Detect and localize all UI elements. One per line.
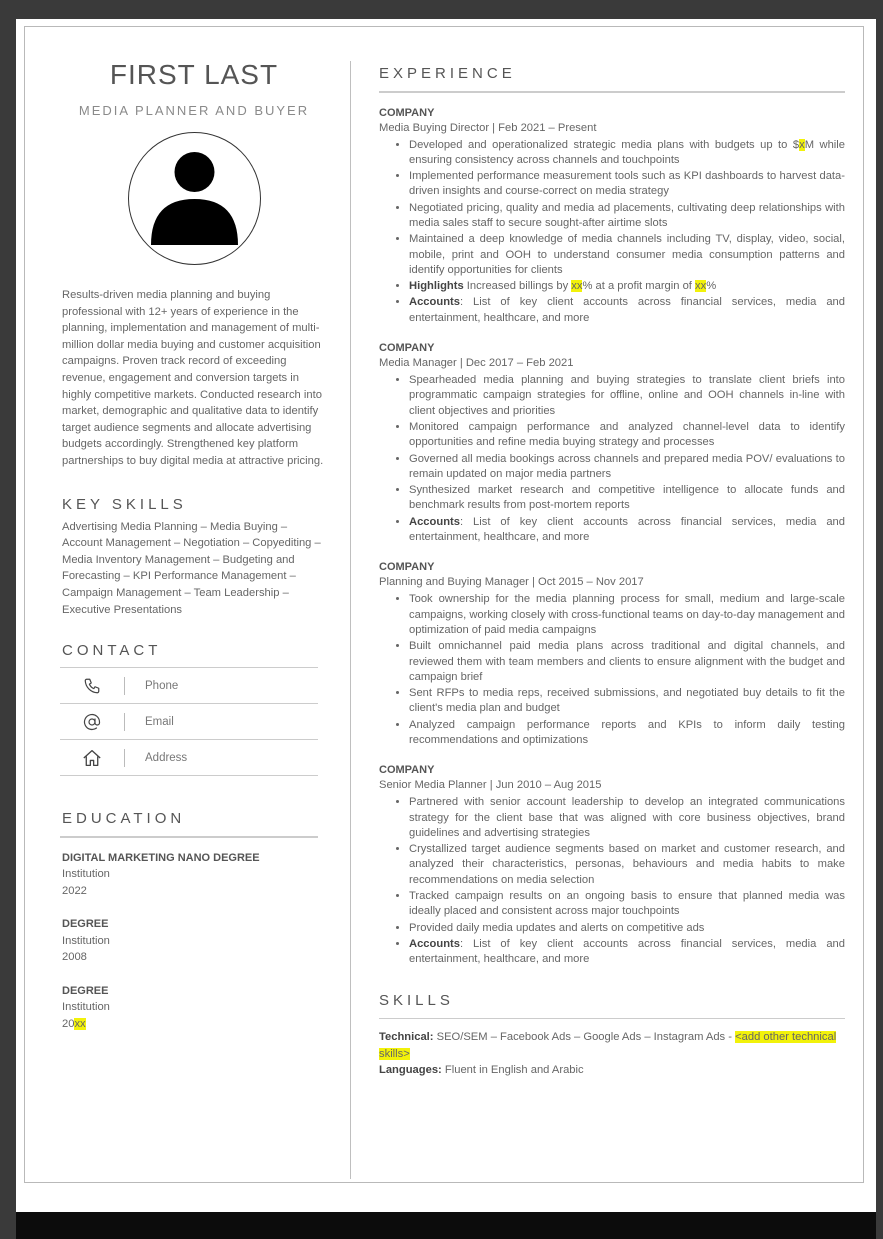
education-institution: Institution <box>62 934 110 947</box>
placeholder-highlight: xx <box>695 280 707 293</box>
resume-page <box>16 19 876 1212</box>
bullet-text: Increased billings by <box>463 280 572 293</box>
candidate-role: MEDIA PLANNER AND BUYER <box>78 103 310 118</box>
bullet-label: Accounts <box>409 515 460 528</box>
job-bullet: • Sent RFPs to media reps, received submissions, and negotiated buy details to fit the client's media plan and budget <box>409 686 845 717</box>
contact-separator <box>124 749 125 767</box>
placeholder-highlight: xx <box>571 280 583 293</box>
skills-block <box>379 1029 845 1079</box>
education-degree: DIGITAL MARKETING NANO DEGREE <box>62 851 260 864</box>
job-company: COMPANY <box>379 106 435 119</box>
job-bullets <box>379 592 845 748</box>
skills-rule <box>379 1018 845 1020</box>
languages-label: Languages: <box>379 1064 442 1077</box>
at-icon <box>60 713 124 731</box>
technical-placeholder-highlight: <add other technical skills> <box>379 1031 837 1060</box>
job-bullet <box>409 515 845 546</box>
experience-rule <box>379 91 845 93</box>
contact-address-row <box>60 740 318 776</box>
candidate-name: FIRST LAST <box>109 59 279 90</box>
job-title: Senior Media Planner | Jun 2010 – Aug 2015 <box>379 779 602 792</box>
contact-heading: CONTACT <box>62 642 162 660</box>
education-degree: DEGREE <box>62 918 109 931</box>
job-bullet <box>409 937 845 968</box>
column-divider <box>350 61 351 1179</box>
job-bullet: • Partnered with senior account leadership to develop an integrated communications strategy for the client base that was aligned with core business objectives, brand guidelines and advertising strategies <box>409 795 845 841</box>
job-bullet: • Provided daily media updates and alerts on competitive ads <box>409 921 845 936</box>
contact-phone-row <box>60 668 318 704</box>
year-placeholder-highlight: xx <box>74 1017 86 1030</box>
bullet-text: % at a profit margin of <box>582 280 696 293</box>
job-entry <box>379 342 845 545</box>
education-degree: DEGREE <box>62 984 109 997</box>
contact-phone-label: Phone <box>145 679 179 692</box>
job-bullet: • Implemented performance measurement tools such as KPI dashboards to harvest data-driven insights and course-correct on media strategy <box>409 169 845 200</box>
professional-summary: Results-driven media planning and buying professional with 12+ years of experience in the planning, implementation and management of multi-million dollar media buying and customer acquisition campaigns. Proven track record of exceeding revenue, engagement and conversion targets in highly competitive markets. Conducted research into market, demographic and qualitative data to identify target audience segments and allocate advertising budgets accordingly. Strengthened key platform partnerships to buy digital media at attractive pricing. <box>62 289 324 467</box>
education-heading: EDUCATION <box>62 810 186 828</box>
education-institution: Institution <box>62 868 110 881</box>
contact-email-label: Email <box>145 715 174 728</box>
person-icon <box>129 133 260 264</box>
experience-heading: EXPERIENCE <box>379 65 516 82</box>
education-item <box>62 850 326 900</box>
languages-text: Fluent in English and Arabic <box>441 1064 584 1077</box>
right-column <box>379 65 845 1079</box>
year-prefix: 20 <box>62 1017 75 1030</box>
contact-separator <box>124 677 125 695</box>
education-institution: Institution <box>62 1001 110 1014</box>
job-bullet: • Negotiated pricing, quality and media ad placements, cultivating deep relationships with media sales staff to secure sought-after airtime slots <box>409 201 845 232</box>
job-company: COMPANY <box>379 561 435 574</box>
bullet-text: % <box>706 280 717 293</box>
key-skills-heading: KEY SKILLS <box>62 495 187 513</box>
job-bullet <box>409 279 845 294</box>
job-entry <box>379 764 845 967</box>
job-bullet: • Governed all media bookings across channels and prepared media POV/ evaluations to remain updated on major media partners <box>409 452 845 483</box>
bullet-text: M while ensuring consistency across channels and touchpoints <box>409 138 846 166</box>
skills-heading: SKILLS <box>379 991 454 1009</box>
job-entry <box>379 561 845 748</box>
job-company: COMPANY <box>379 764 435 777</box>
phone-icon <box>60 677 124 695</box>
avatar-wrapper <box>62 132 326 265</box>
technical-skills-line <box>379 1029 845 1062</box>
job-title: Media Buying Director | Feb 2021 – Present <box>379 121 597 134</box>
job-bullets <box>379 373 845 545</box>
left-column <box>62 59 326 1032</box>
languages-line <box>379 1062 845 1079</box>
viewer-bottom-bar <box>16 1212 876 1239</box>
job-bullet: • Maintained a deep knowledge of media channels including TV, display, video, social, mobile, print and OOH to understand consumer media consumption patterns and identify opportunities for clients <box>409 232 845 278</box>
bullet-label: Highlights <box>409 280 464 293</box>
job-bullet: • Synthesized market research and competitive intelligence to allocate funds and benchmark results from post-mortem reports <box>409 483 845 514</box>
job-entry <box>379 107 845 327</box>
placeholder-highlight: x <box>799 138 805 151</box>
contact-email-row <box>60 704 318 740</box>
key-skills-text: Advertising Media Planning – Media Buying – Account Management – Negotiation – Copyediting – Media Inventory Management – Budgeting and Forecasting – KPI Performance Management – Campaign Management – Team Leadership – Executive Presentations <box>62 520 321 616</box>
job-bullet: • Crystallized target audience segments based on market and customer research, and analyzed their characteristics, personas, behaviours and media habits to make recommendations on media selection <box>409 842 845 888</box>
job-bullet <box>409 138 845 169</box>
job-title: Media Manager | Dec 2017 – Feb 2021 <box>379 357 574 370</box>
job-bullet: • Tracked campaign results on an ongoing basis to ensure that planned media was ideally placed and consistent across major touchpoints <box>409 889 845 920</box>
job-title: Planning and Buying Manager | Oct 2015 – Nov 2017 <box>379 576 644 589</box>
education-year <box>62 1016 326 1033</box>
technical-label: Technical: <box>379 1031 434 1044</box>
job-bullet: • Spearheaded media planning and buying strategies to translate client briefs into programmatic campaign strategies for offline, online and OOH channels in-line with client objectives and priorities <box>409 373 845 419</box>
education-item <box>62 916 326 966</box>
contact-address-label: Address <box>145 751 188 764</box>
technical-text: SEO/SEM – Facebook Ads – Google Ads – Instagram Ads - <box>433 1031 736 1044</box>
contact-list <box>60 667 318 776</box>
bullet-label: Accounts <box>409 937 460 950</box>
education-year: 2022 <box>62 884 87 897</box>
education-year: 2008 <box>62 951 87 964</box>
job-bullet <box>409 295 845 326</box>
job-bullet: • Took ownership for the media planning process for small, medium and large-scale campaigns, working closely with cross-functional teams on day-to-day management and optimization of paid media campaigns <box>409 592 845 638</box>
bullet-text: : List of key client accounts across financial services, media and entertainment, healthcare, and more <box>409 296 845 324</box>
job-bullet: • Built omnichannel paid media plans across traditional and digital channels, and reviewed them with team members and clients to ensure alignment with the budget and campaign brief <box>409 639 845 685</box>
bullet-label: Accounts <box>409 296 460 309</box>
job-bullet: • Monitored campaign performance and analyzed channel-level data to identify opportunities and refine media buying strategy and processes <box>409 420 845 451</box>
contact-separator <box>124 713 125 731</box>
job-bullets <box>379 138 845 327</box>
bullet-text: : List of key client accounts across financial services, media and entertainment, healthcare, and more <box>409 937 845 966</box>
job-bullet: • Analyzed campaign performance reports and KPIs to inform daily testing recommendations and optimizations <box>409 718 845 749</box>
job-company: COMPANY <box>379 342 435 355</box>
bullet-text: : List of key client accounts across financial services, media and entertainment, healthcare, and more <box>409 515 845 544</box>
job-bullets <box>379 795 845 967</box>
bullet-text: Developed and operationalized strategic media plans with budgets up to $ <box>409 138 800 151</box>
education-rule <box>60 836 318 838</box>
home-icon <box>60 749 124 767</box>
avatar <box>128 132 261 265</box>
education-item <box>62 983 326 1033</box>
